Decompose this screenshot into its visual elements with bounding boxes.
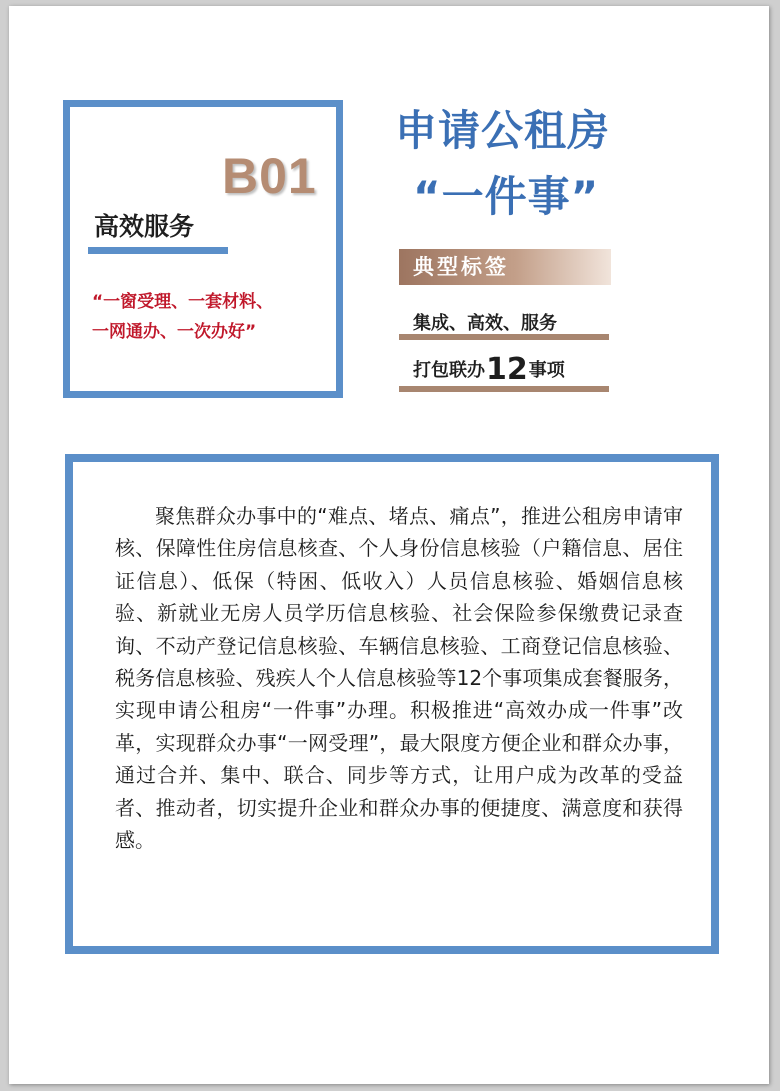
- tag-line-2: [399, 350, 609, 392]
- card-slogan: [92, 287, 322, 347]
- heading-underline: [88, 247, 228, 254]
- card-heading: 高效服务: [94, 212, 195, 241]
- slogan-line-1: “一窗受理、一套材料、: [92, 292, 274, 312]
- tag-line-2-prefix: 打包联办: [413, 360, 485, 381]
- description-box: [65, 454, 719, 954]
- page-title-line-2: “一件事”: [413, 172, 600, 221]
- tag-line-2-suffix: 事项: [528, 360, 565, 381]
- page-title-line-1: 申请公租房: [395, 106, 611, 155]
- tag-line-1: 集成、高效、服务: [399, 310, 609, 340]
- slogan-line-2: 一网通办、一次办好”: [92, 322, 257, 342]
- description-paragraph: 聚焦群众办事中的“难点、堵点、痛点”，推进公租房申请审核、保障性住房信息核查、个人身份信息核验（户籍信息、居住证信息）、低保（特困、低收入）人员信息核验、婚姻信息核验、新就业无房人员学历信息核验、社会保险参保缴费记录查询、不动产登记信息核验、车辆信息核验、工商登记信息核验、税务信息核验、残疾人个人信息核验等12个事项集成套餐服务，实现申请公租房“一件事”办理。积极推进“高效办成一件事”改革，实现群众办事“一网受理”，最大限度方便企业和群众办事，通过合并、集中、联合、同步等方式，让用户成为改革的受益者、推动者，切实提升企业和群众办事的便捷度、满意度和获得感。: [115, 504, 683, 853]
- service-card: [63, 100, 343, 398]
- document-page: [9, 6, 769, 1084]
- tag-line-2-number: 12: [486, 352, 528, 387]
- tag-banner: 典型标签: [399, 249, 611, 285]
- item-code: B01: [222, 148, 317, 204]
